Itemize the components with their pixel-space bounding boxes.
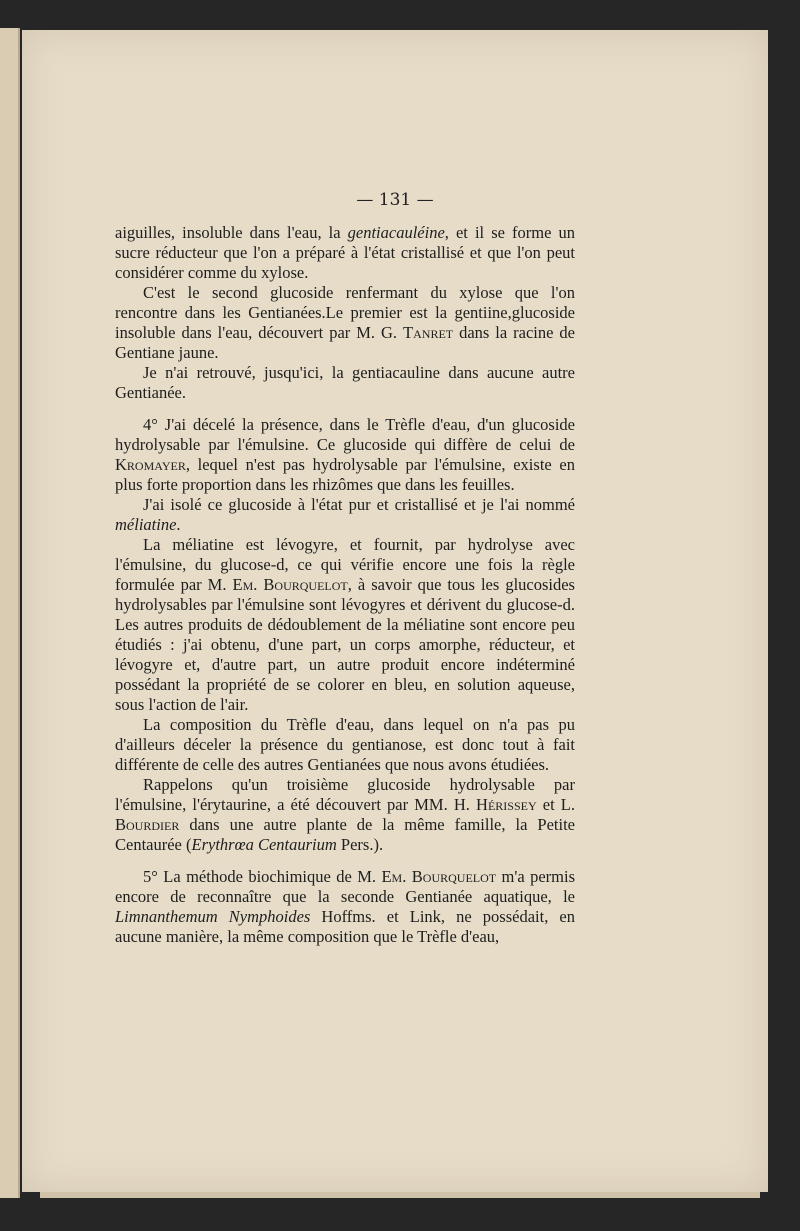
paragraph (115, 283, 575, 363)
text-run: 5° La méthode biochimique de M. (143, 867, 382, 886)
author-name: Tanret (403, 323, 454, 342)
italic-term: gentiacauléine (347, 223, 445, 242)
author-name: Bourdier (115, 815, 180, 834)
paragraph (115, 495, 575, 535)
text-run: La composition du Trèfle d'eau, dans lequel on n'a pas pu d'ailleurs déceler la présence du gentianose, est donc tout à fait différente de celle des autres Gentianées que nous avons étudiées. (115, 715, 575, 774)
left-page-edge (0, 28, 20, 1198)
text-run: , lequel n'est pas hydrolysable par l'émulsine, existe en plus forte proportion dans les rhizômes que dans les feuilles. (115, 455, 575, 494)
body-text (115, 223, 575, 947)
text-run: dans la racine de Gentiane jaune. (115, 323, 575, 362)
paragraph (115, 715, 575, 775)
text-run: Je n'ai retrouvé, jusqu'ici, la gentiacauline dans aucune autre Gentianée. (115, 363, 575, 402)
page-number: — 131 — (356, 190, 434, 210)
paragraph (115, 775, 575, 855)
italic-term: Limnanthemum Nymphoides (115, 907, 311, 926)
text-run: et L. (536, 795, 575, 814)
text-run: , à savoir que tous les glucosides hydrolysables par l'émulsine sont lévogyres et dérivent du glucose-d. Les autres produits de dédoublement de la méliatine sont encore peu étudiés : j'ai obtenu, d'une part, un corps amorphe, réducteur, et lévogyre et, d'autre part, un autre produit encore indéterminé possédant la propriété de se colorer en bleu, en solution aqueuse, sous l'action de l'air. (115, 575, 575, 714)
author-name: Em. Bourquelot (232, 575, 348, 594)
paragraph (115, 363, 575, 403)
text-run: J'ai isolé ce glucoside à l'état pur et cristallisé et je l'ai nommé (143, 495, 575, 514)
text-run: C'est le second glucoside renfermant du xylose que l'on rencontre dans les Gentianées.Le premier est la gentiine,glucoside insoluble dans l'eau, découvert par M. G. (115, 283, 575, 342)
paragraph (115, 223, 575, 283)
text-run: Hoffms. et Link, ne possédait, en aucune manière, la même composition que le Trèfle d'eau, (115, 907, 575, 946)
text-run: m'a permis encore de reconnaître que la seconde Gentianée aquatique, le (115, 867, 575, 906)
text-run: Rappelons qu'un troisième glucoside hydrolysable par l'émulsine, l'érytaurine, a été découvert par MM. H. (115, 775, 575, 814)
paragraph (115, 535, 575, 715)
page-sheet (22, 30, 768, 1192)
text-run: aiguilles, insoluble dans l'eau, la (115, 223, 348, 242)
author-name: Hérissey (476, 795, 537, 814)
italic-term: méliatine (115, 515, 177, 534)
text-run: La méliatine est lévogyre, et fournit, par hydrolyse avec l'émulsine, du glucose-d, ce qui vérifie encore une fois la règle formulée par M. (115, 535, 575, 594)
text-run: , et il se forme un sucre réducteur que l'on a préparé à l'état cristallisé et que l'on peut considérer comme du xylose. (115, 223, 575, 282)
author-name: Kromayer (115, 455, 186, 474)
text-run: Pers.). (336, 835, 384, 854)
paragraph (115, 867, 575, 947)
italic-term: Erythrœa Centaurium (191, 835, 337, 854)
text-run: . (176, 515, 181, 534)
author-name: Em. Bourquelot (381, 867, 497, 886)
text-run: 4° J'ai décelé la présence, dans le Trèfle d'eau, d'un glucoside hydrolysable par l'émulsine. Ce glucoside qui diffère de celui de (115, 415, 575, 454)
paragraph (115, 415, 575, 495)
text-run: dans une autre plante de la même famille, la Petite Centaurée ( (115, 815, 575, 854)
